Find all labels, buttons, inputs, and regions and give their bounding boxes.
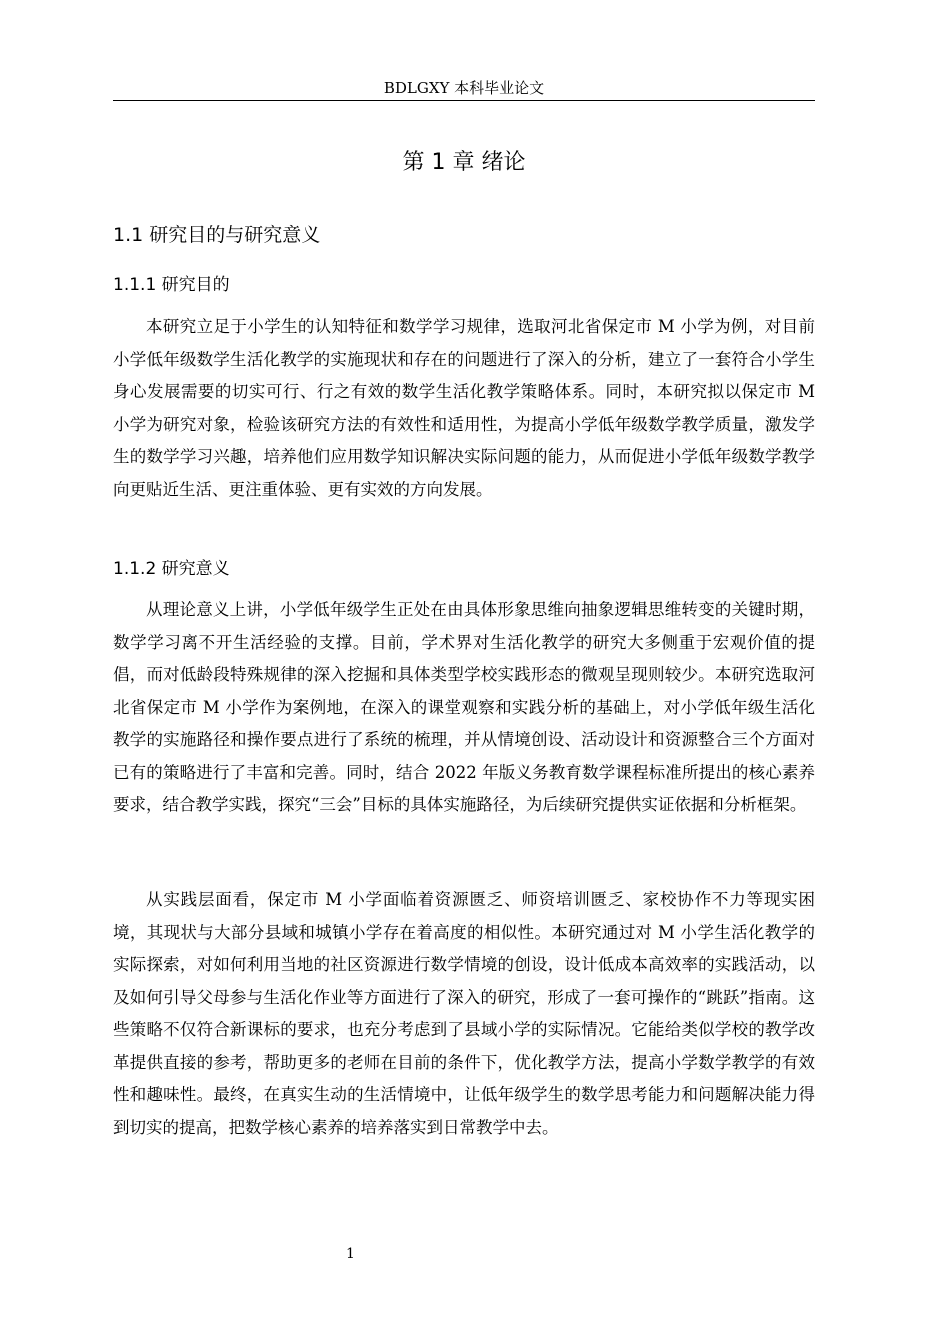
header-rule	[113, 100, 815, 101]
paragraph-research-purpose: 本研究立足于小学生的认知特征和数学学习规律，选取河北省保定市 M 小学为例，对目前小学低年级数学生活化教学的实施现状和存在的问题进行了深入的分析，建立了一套符合小学生身心发展需要的切实可行、行之有效的数学生活化教学策略体系。同时，本研究拟以保定市 M 小学为研究对象，检验该研究方法的有效性和适用性，为提高小学低年级数学教学质量，激发学生的数学学习兴趣，培养他们应用数学知识解决实际问题的能力，从而促进小学低年级数学教学向更贴近生活、更注重体验、更有实效的方向发展。	[113, 317, 815, 499]
page-number: 1	[346, 1246, 355, 1262]
paragraph-practical-significance: 从实践层面看，保定市 M 小学面临着资源匮乏、师资培训匮乏、家校协作不力等现实困境，其现状与大部分县域和城镇小学存在着高度的相似性。本研究通过对 M 小学生活化教学的实际探索，对如何利用当地的社区资源进行数学情境的创设，设计低成本高效率的实践活动，以及如何引导父母参与生活化作业等方面进行了深入的研究，形成了一套可操作的“跳跃”指南。这些策略不仅符合新课标的要求，也充分考虑到了县域小学的实际情况。它能给类似学校的教学改革提供直接的参考，帮助更多的老师在目前的条件下，优化教学方法，提高小学数学教学的有效性和趣味性。最终，在真实生动的生活情境中，让低年级学生的数学思考能力和问题解决能力得到切实的提高，把数学核心素养的培养落实到日常教学中去。	[113, 890, 815, 1137]
section-heading-1-1-1: 1.1.1 研究目的	[113, 275, 230, 295]
section-heading-1-1: 1.1 研究目的与研究意义	[113, 224, 321, 246]
paragraph-theoretical-significance: 从理论意义上讲，小学低年级学生正处在由具体形象思维向抽象逻辑思维转变的关键时期，数学学习离不开生活经验的支撑。目前，学术界对生活化教学的研究大多侧重于宏观价值的提倡，而对低龄段特殊规律的深入挖掘和具体类型学校实践形态的微观呈现则较少。本研究选取河北省保定市 M 小学作为案例地，在深入的课堂观察和实践分析的基础上，对小学低年级生活化教学的实施路径和操作要点进行了系统的梳理，并从情境创设、活动设计和资源整合三个方面对已有的策略进行了丰富和完善。同时，结合 2022 年版义务教育数学课程标准所提出的核心素养要求，结合教学实践，探究“三会”目标的具体实施路径，为后续研究提供实证依据和分析框架。	[113, 600, 815, 814]
running-header: BDLGXY 本科毕业论文	[383, 79, 545, 97]
section-heading-1-1-2: 1.1.2 研究意义	[113, 559, 230, 579]
chapter-title: 第 1 章 绪论	[402, 150, 526, 175]
